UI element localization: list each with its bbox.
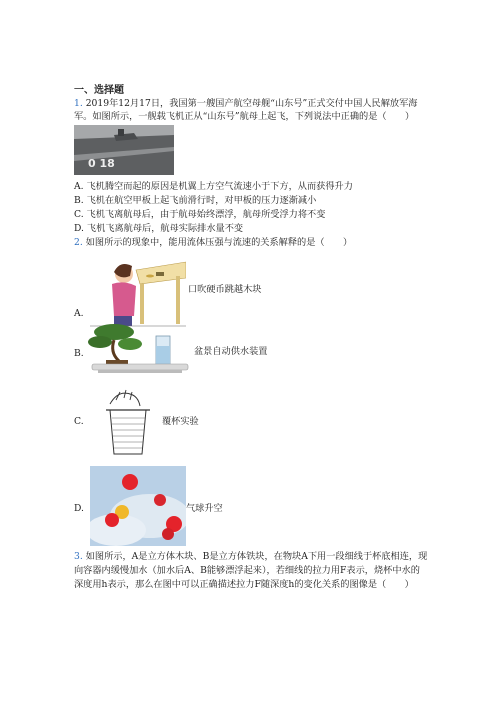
question-2-option-c-label: C. xyxy=(74,416,84,427)
question-stem: 如图所示，A是立方体木块、B是立方体铁块，在物块A下用一段细线于杯底相连，现 xyxy=(85,551,428,562)
option-label: A. xyxy=(74,181,84,192)
question-1-option-a xyxy=(74,181,353,193)
question-2-option-d-label: D. xyxy=(74,503,84,514)
question-2-option-a-text: 口吹硬币跳越木块 xyxy=(188,284,262,295)
question-1-option-c xyxy=(74,209,325,221)
question-stem: 如图所示的现象中，能用流体压强与流速的关系解释的是（ ） xyxy=(85,237,353,248)
question-1-option-b xyxy=(74,195,316,207)
option-label: B. xyxy=(74,195,84,206)
question-3-line-2: 向容器内缓慢加水（加水后A、B能够漂浮起来），若细线的拉力用F表示，烧杯中水的 xyxy=(74,565,420,576)
question-2-option-c-text: 覆杯实验 xyxy=(162,416,199,427)
question-stem: 2019年12月17日，我国第一艘国产航空母舰“山东号”正式交付中国人民解放军海 xyxy=(85,98,418,109)
option-label: D. xyxy=(74,223,84,234)
question-2-option-d-text: 气球升空 xyxy=(186,503,223,514)
question-number: 3. xyxy=(74,551,83,562)
bonsai-water-supply-illustration xyxy=(88,320,192,378)
section-title: 一、选择题 xyxy=(74,85,124,96)
question-2-option-b-label: B. xyxy=(74,348,84,359)
option-text: 飞机飞离航母后，由于航母始终漂浮，航母所受浮力将不变 xyxy=(86,209,326,220)
option-text: 飞机在航空甲板上起飞前滑行时，对甲板的压力逐渐减小 xyxy=(86,195,317,206)
balloons-photo xyxy=(90,466,186,546)
question-2-option-b-text: 盆景自动供水装置 xyxy=(194,346,268,357)
question-1-line-1 xyxy=(74,98,417,110)
question-2-option-a-label: A. xyxy=(74,308,84,319)
aircraft-carrier-photo xyxy=(74,125,174,175)
question-1-line-2: 军。如图所示，一舰载飞机正从“山东号”航母上起飞，下列说法中正确的是（ ） xyxy=(74,111,415,122)
question-3-line-3: 深度用h表示，那么在图中可以正确描述拉力F随深度h的变化关系的图像是（ ） xyxy=(74,579,414,590)
question-3-line-1 xyxy=(74,551,427,563)
option-label: C. xyxy=(74,209,84,220)
blowing-coin-illustration xyxy=(90,254,186,328)
question-number: 1. xyxy=(74,98,83,109)
question-2-line-1 xyxy=(74,237,352,249)
question-1-option-d xyxy=(74,223,243,235)
question-number: 2. xyxy=(74,237,83,248)
inverted-cup-illustration xyxy=(100,386,158,458)
option-text: 飞机飞离航母后，航母实际排水量不变 xyxy=(86,223,244,234)
option-text: 飞机腾空而起的原因是机翼上方空气流速小于下方，从而获得升力 xyxy=(86,181,353,192)
deck-number-mark: 0 18 xyxy=(88,157,115,170)
